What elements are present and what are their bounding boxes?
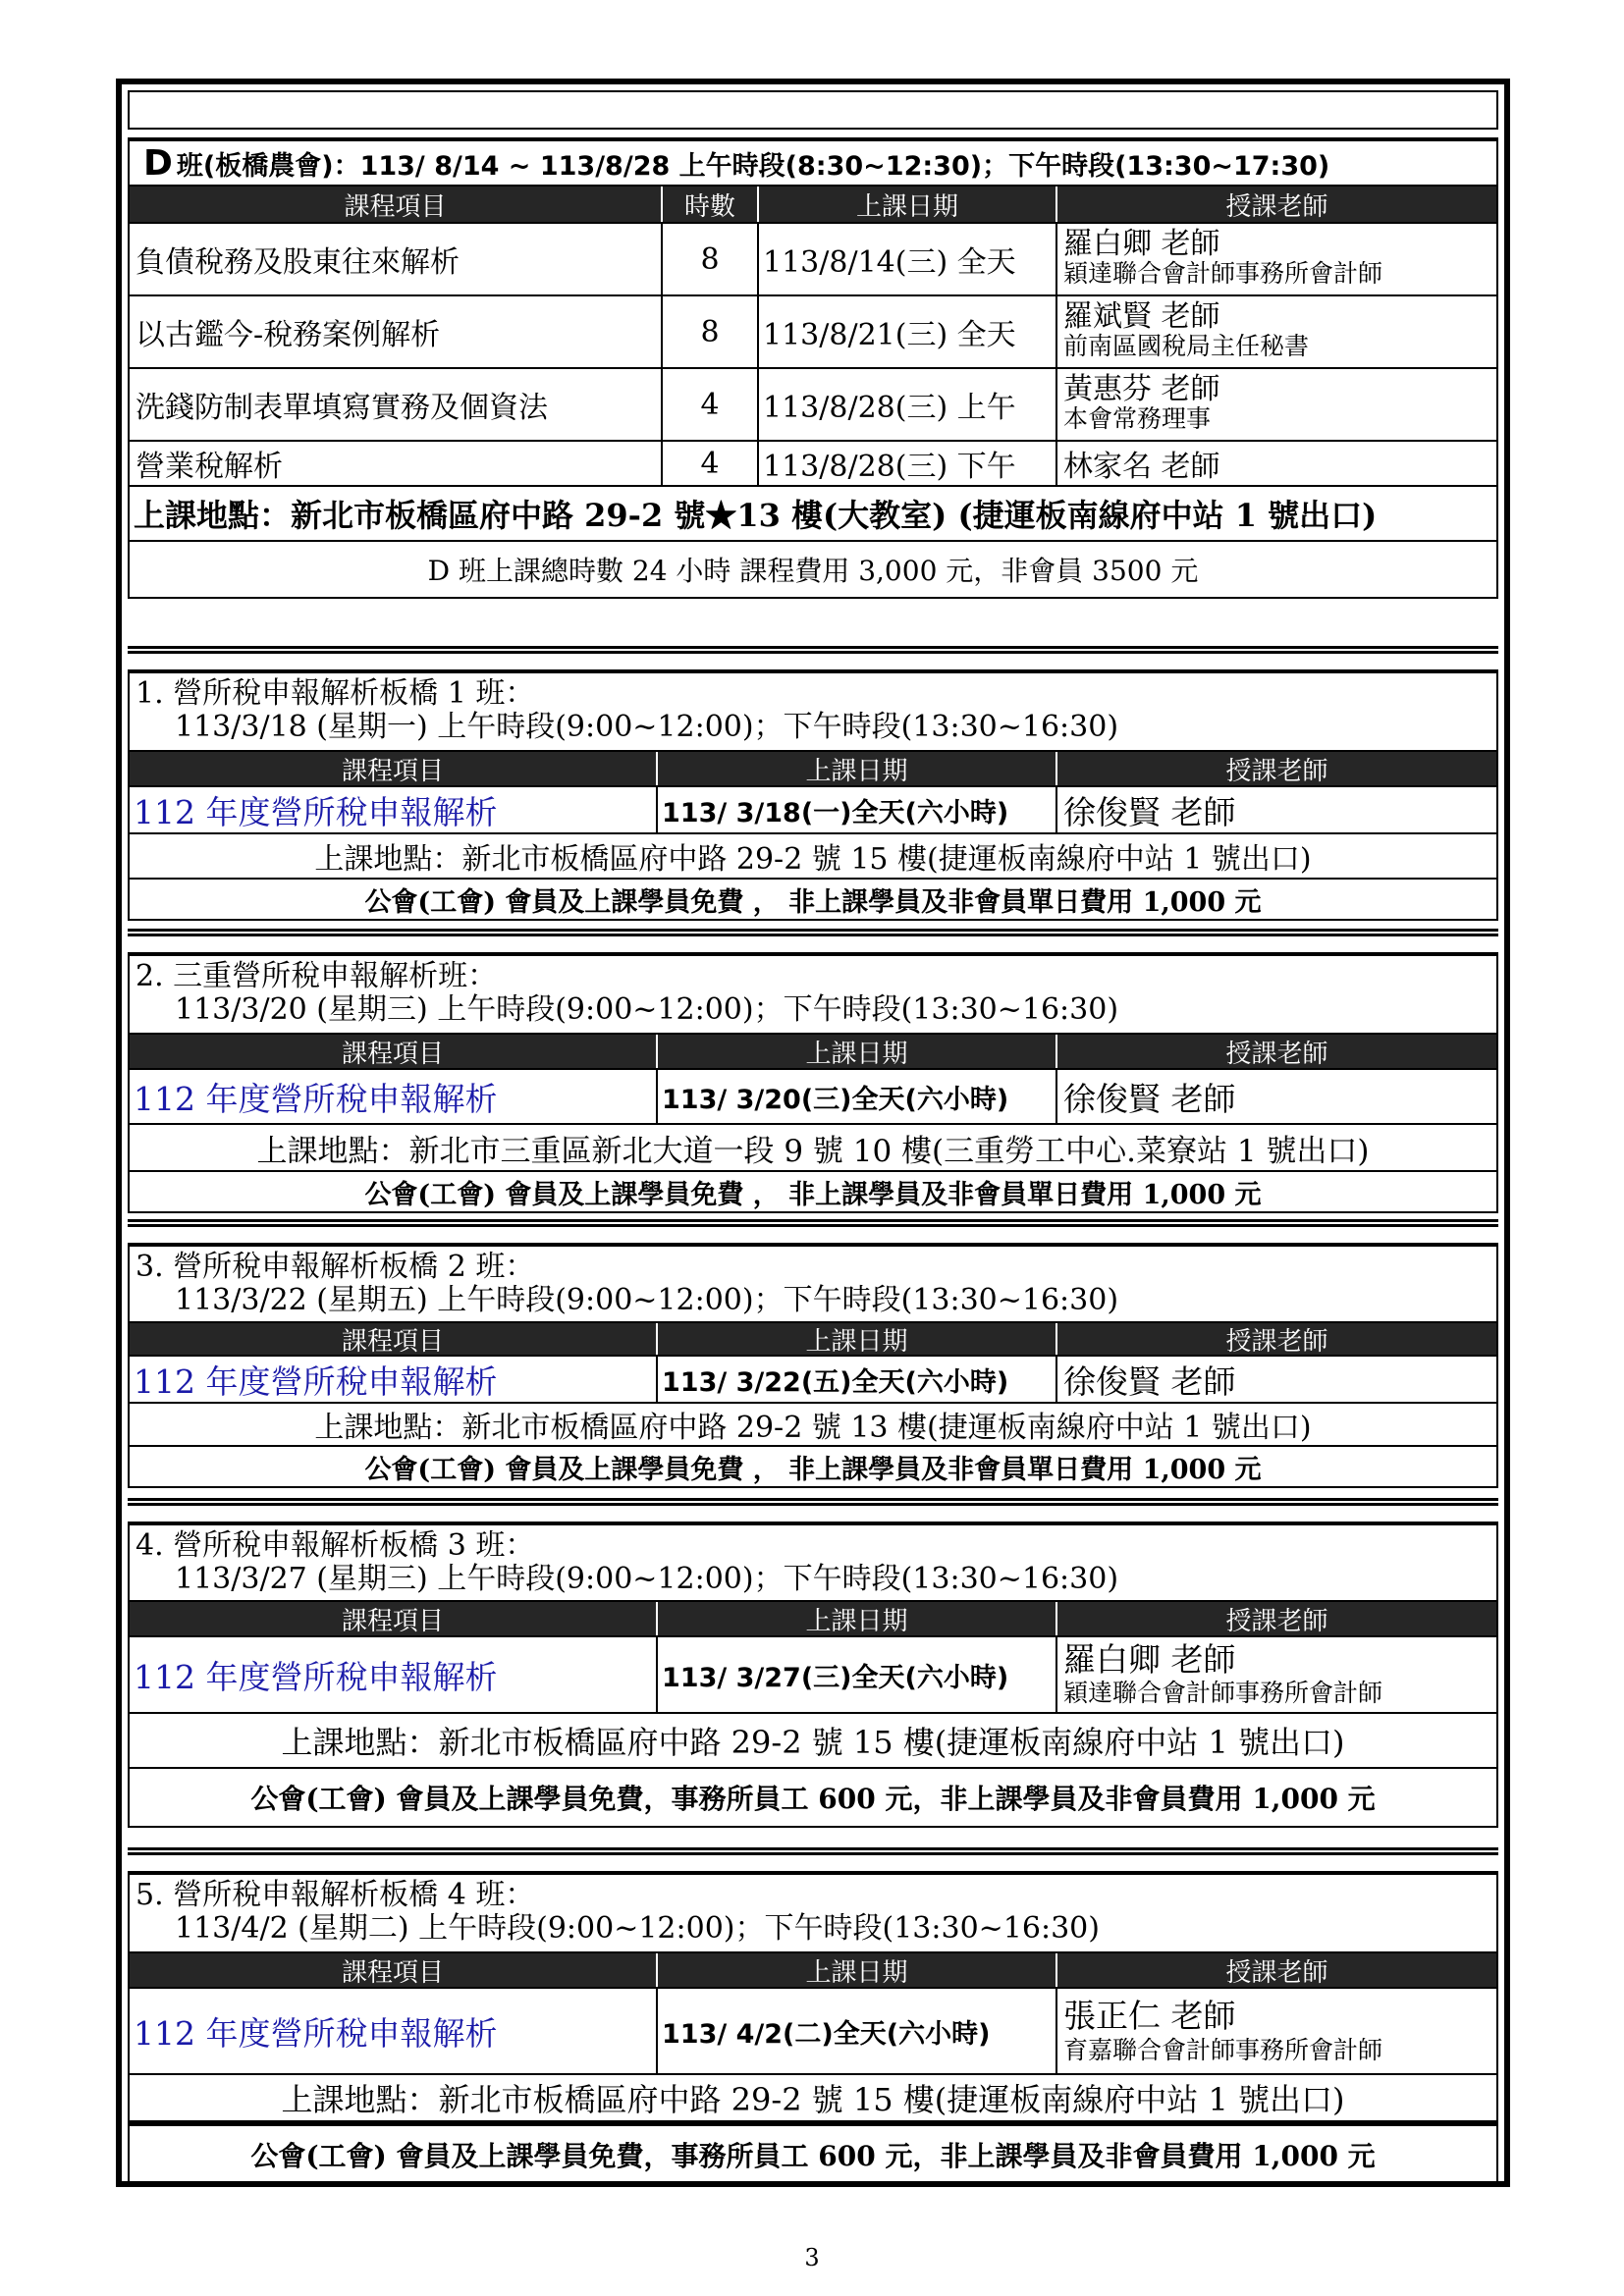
header-course: 課程項目	[130, 1035, 658, 1068]
course-name: 以古鑑今-稅務案例解析	[130, 296, 663, 367]
session-course-row	[130, 1070, 1496, 1125]
table-row	[130, 369, 1496, 442]
fee-text: 公會(工會) 會員及上課學員免費 ， 非上課學員及非會員單日費用 1,000 元	[364, 886, 1262, 918]
section-divider	[128, 646, 1498, 654]
fee-text: 公會(工會) 會員及上課學員免費 ， 非上課學員及非會員單日費用 1,000 元	[364, 1179, 1262, 1210]
course-hours: 4	[663, 442, 759, 485]
session-course-row	[130, 1989, 1496, 2075]
table-row	[130, 442, 1496, 487]
teacher-name: 張正仁 老師	[1063, 1997, 1236, 2035]
teacher-name: 羅白卿 老師	[1063, 1640, 1236, 1679]
session-3	[128, 1243, 1498, 1488]
session-fee-row	[130, 880, 1496, 919]
course-name: 營業稅解析	[130, 442, 663, 485]
header-hours: 時數	[663, 187, 759, 222]
session-1	[128, 669, 1498, 921]
session-subtitle: 113/4/2 (星期二) 上午時段(9:00~12:00)；下午時段(13:30~16:30)	[175, 1911, 1100, 1946]
course-name: 112 年度營所稅申報解析	[130, 1357, 658, 1402]
section-divider	[128, 1847, 1498, 1855]
class-d-header-row	[130, 187, 1496, 224]
course-name: 112 年度營所稅申報解析	[130, 787, 658, 832]
session-header-row	[130, 1953, 1496, 1989]
course-hours: 4	[663, 369, 759, 440]
session-title-row	[130, 1525, 1496, 1602]
location-text: 上課地點：新北市板橋區府中路 29-2 號 15 樓(捷運板南線府中站 1 號出口)	[314, 842, 1312, 877]
course-name: 洗錢防制表單填寫實務及個資法	[130, 369, 663, 440]
session-title-row	[130, 1875, 1496, 1953]
location-text: 上課地點：新北市板橋區府中路 29-2 號★13 樓(大教室) (捷運板南線府中站 1 號出口)	[134, 497, 1378, 534]
course-date: 113/8/14(三) 全天	[759, 224, 1057, 294]
class-d-section	[128, 137, 1498, 599]
session-title: 5. 營所稅申報解析板橋 4 班：	[135, 1878, 535, 1912]
session-title: 3. 營所稅申報解析板橋 2 班：	[135, 1250, 535, 1284]
session-location-row	[130, 834, 1496, 880]
table-row	[130, 224, 1496, 296]
session-course-row	[130, 1357, 1496, 1404]
session-location-row	[130, 2075, 1496, 2122]
header-date: 上課日期	[759, 187, 1057, 222]
session-header-row	[130, 752, 1496, 787]
course-date: 113/8/28(三) 上午	[759, 369, 1057, 440]
fee-text: D 班上課總時數 24 小時 課程費用 3,000 元，非會員 3500 元	[427, 555, 1199, 587]
session-title-row	[130, 673, 1496, 752]
session-2	[128, 952, 1498, 1213]
course-name: 112 年度營所稅申報解析	[130, 1637, 658, 1712]
session-location-row	[130, 1714, 1496, 1769]
header-date: 上課日期	[658, 1035, 1057, 1068]
fee-text: 公會(工會) 會員及上課學員免費，事務所員工 600 元，非上課學員及非會員費用 1,000 元	[250, 2140, 1376, 2172]
session-title: 2. 三重營所稅申報解析班：	[135, 959, 498, 993]
session-title-block	[130, 673, 1124, 750]
session-header-row	[130, 1602, 1496, 1637]
course-hours: 8	[663, 296, 759, 367]
session-fee-row	[130, 1447, 1496, 1486]
course-teacher	[1057, 296, 1496, 367]
session-subtitle: 113/3/27 (星期三) 上午時段(9:00~12:00)；下午時段(13:30~16:30)	[175, 1562, 1119, 1596]
blank-row	[128, 90, 1498, 130]
class-d-letter: D	[143, 142, 173, 184]
session-title-row	[130, 1247, 1496, 1323]
table-row	[130, 296, 1496, 369]
class-d-title-text: 班(板橋農會)：113/ 8/14 ~ 113/8/28 上午時段(8:30~12:30)；下午時段(13:30~17:30)	[176, 150, 1330, 182]
header-course: 課程項目	[130, 752, 658, 785]
course-date: 113/ 3/22(五)全天(六小時)	[658, 1357, 1057, 1402]
course-date: 113/ 3/20(三)全天(六小時)	[658, 1070, 1057, 1123]
course-teacher	[1057, 1989, 1496, 2073]
session-fee-row	[130, 1769, 1496, 1826]
teacher-name: 羅斌賢 老師	[1063, 299, 1220, 334]
header-teacher: 授課老師	[1225, 1326, 1328, 1355]
course-date: 113/ 3/18(一)全天(六小時)	[658, 787, 1057, 832]
session-location-row	[130, 1404, 1496, 1447]
header-teacher: 授課老師	[1225, 1039, 1328, 1068]
header-course: 課程項目	[130, 1602, 658, 1635]
teacher-name: 羅白卿 老師	[1063, 227, 1220, 261]
teacher-title: 前南區國稅局主任秘書	[1063, 332, 1310, 360]
page-number: 3	[804, 2244, 820, 2271]
session-course-row	[130, 787, 1496, 834]
section-divider	[128, 929, 1498, 936]
session-fee-row	[130, 2122, 1496, 2183]
session-subtitle: 113/3/20 (星期三) 上午時段(9:00~12:00)；下午時段(13:30~16:30)	[175, 992, 1119, 1027]
session-5	[128, 1871, 1498, 2185]
course-name: 112 年度營所稅申報解析	[130, 1989, 658, 2073]
course-date: 113/8/21(三) 全天	[759, 296, 1057, 367]
fee-text: 公會(工會) 會員及上課學員免費，事務所員工 600 元，非上課學員及非會員費用 1,000 元	[250, 1783, 1376, 1815]
header-teacher: 授課老師	[1225, 191, 1328, 222]
location-text: 上課地點：新北市板橋區府中路 29-2 號 15 樓(捷運板南線府中站 1 號出口)	[281, 2081, 1345, 2118]
course-hours: 8	[663, 224, 759, 294]
document-frame	[116, 79, 1510, 2187]
session-title-block	[130, 956, 1124, 1033]
session-title: 1. 營所稅申報解析板橋 1 班：	[135, 676, 535, 711]
session-title-row	[130, 956, 1496, 1035]
session-title-block	[130, 1525, 1124, 1600]
teacher-name: 徐俊賢 老師	[1063, 792, 1236, 831]
teacher-name: 黃惠芬 老師	[1063, 372, 1220, 406]
location-text: 上課地點：新北市板橋區府中路 29-2 號 15 樓(捷運板南線府中站 1 號出口)	[281, 1724, 1345, 1761]
session-title: 4. 營所稅申報解析板橋 3 班：	[135, 1528, 535, 1563]
course-teacher	[1057, 369, 1496, 440]
course-date: 113/8/28(三) 下午	[759, 442, 1057, 485]
header-teacher: 授課老師	[1225, 1957, 1328, 1987]
header-teacher: 授課老師	[1225, 756, 1328, 785]
course-teacher	[1057, 224, 1496, 294]
class-d-fee-row	[130, 542, 1496, 597]
header-teacher: 授課老師	[1225, 1606, 1328, 1635]
teacher-title: 育嘉聯合會計師事務所會計師	[1063, 2036, 1383, 2064]
session-title-block	[130, 1247, 1124, 1321]
class-d-location-row	[130, 487, 1496, 542]
session-subtitle: 113/3/22 (星期五) 上午時段(9:00~12:00)；下午時段(13:30~16:30)	[175, 1283, 1119, 1317]
teacher-title: 本會常務理事	[1063, 404, 1212, 433]
course-date: 113/ 4/2(二)全天(六小時)	[658, 1989, 1057, 2073]
teacher-title: 穎達聯合會計師事務所會計師	[1063, 1679, 1383, 1707]
location-text: 上課地點：新北市三重區新北大道一段 9 號 10 樓(三重勞工中心.菜寮站 1 號出口)	[256, 1133, 1370, 1169]
header-date: 上課日期	[658, 752, 1057, 785]
teacher-name: 林家名 老師	[1063, 450, 1220, 484]
session-4	[128, 1522, 1498, 1828]
course-name: 112 年度營所稅申報解析	[130, 1070, 658, 1123]
course-date: 113/ 3/27(三)全天(六小時)	[658, 1637, 1057, 1712]
header-course: 課程項目	[130, 1953, 658, 1987]
session-header-row	[130, 1323, 1496, 1357]
header-course: 課程項目	[130, 187, 663, 222]
teacher-title: 穎達聯合會計師事務所會計師	[1063, 259, 1383, 288]
location-text: 上課地點：新北市板橋區府中路 29-2 號 13 樓(捷運板南線府中站 1 號出口)	[314, 1411, 1312, 1445]
session-header-row	[130, 1035, 1496, 1070]
session-course-row	[130, 1637, 1496, 1714]
session-location-row	[130, 1125, 1496, 1172]
class-d-title	[130, 141, 1496, 185]
class-d-title-row	[130, 141, 1496, 187]
course-name: 負債稅務及股東往來解析	[130, 224, 663, 294]
header-date: 上課日期	[658, 1953, 1057, 1987]
header-course: 課程項目	[130, 1323, 658, 1355]
session-fee-row	[130, 1172, 1496, 1211]
header-date: 上課日期	[658, 1602, 1057, 1635]
section-divider	[128, 1498, 1498, 1506]
section-divider	[128, 1219, 1498, 1227]
teacher-name: 徐俊賢 老師	[1063, 1079, 1236, 1118]
course-teacher	[1057, 1637, 1496, 1712]
fee-text: 公會(工會) 會員及上課學員免費 ， 非上課學員及非會員單日費用 1,000 元	[364, 1454, 1262, 1485]
session-title-block	[130, 1875, 1106, 1951]
header-date: 上課日期	[658, 1323, 1057, 1355]
session-subtitle: 113/3/18 (星期一) 上午時段(9:00~12:00)；下午時段(13:30~16:30)	[175, 710, 1119, 744]
teacher-name: 徐俊賢 老師	[1063, 1362, 1236, 1401]
